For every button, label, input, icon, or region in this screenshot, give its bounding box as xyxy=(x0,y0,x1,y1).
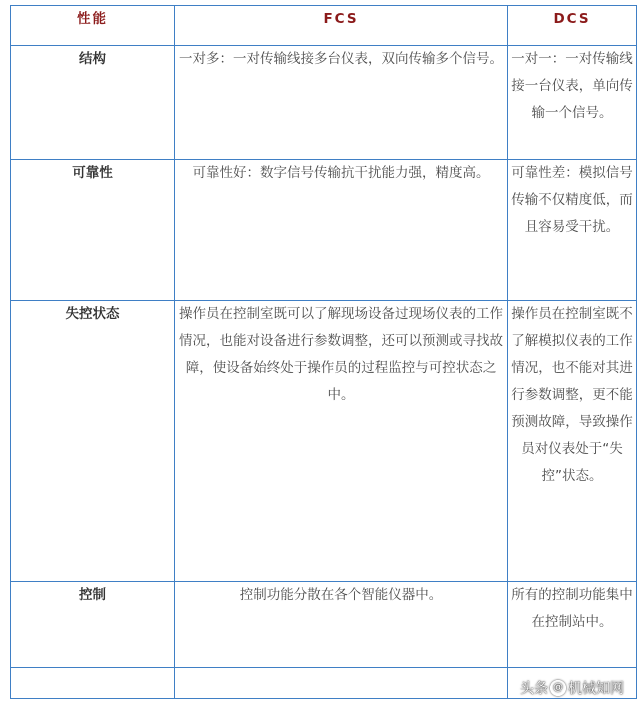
empty-cell xyxy=(175,668,508,699)
header-fcs: FCS xyxy=(175,6,508,46)
dcs-cell: 所有的控制功能集中在控制站中。 xyxy=(508,582,637,668)
fcs-cell: 一对多：一对传输线接多台仪表，双向传输多个信号。 xyxy=(175,46,508,160)
table-header-row xyxy=(11,6,637,46)
row-label: 可靠性 xyxy=(11,160,175,301)
at-icon: @ xyxy=(550,680,566,696)
table-row xyxy=(11,301,637,582)
header-performance: 性能 xyxy=(11,6,175,46)
watermark xyxy=(520,678,624,698)
fcs-cell: 控制功能分散在各个智能仪器中。 xyxy=(175,582,508,668)
dcs-cell: 一对一：一对传输线接一台仪表，单向传输一个信号。 xyxy=(508,46,637,160)
fcs-cell: 操作员在控制室既可以了解现场设备过现场仪表的工作情况，也能对设备进行参数调整，还可以预测或寻找故障，使设备始终处于操作员的过程监控与可控状态之中。 xyxy=(175,301,508,582)
fcs-cell: 可靠性好：数字信号传输抗干扰能力强，精度高。 xyxy=(175,160,508,301)
table-row xyxy=(11,46,637,160)
table-row xyxy=(11,160,637,301)
dcs-cell: 操作员在控制室既不了解模拟仪表的工作情况，也不能对其进行参数调整，更不能预测故障，导致操作员对仪表处于“失控”状态。 xyxy=(508,301,637,582)
dcs-cell: 可靠性差：模拟信号传输不仅精度低，而且容易受干扰。 xyxy=(508,160,637,301)
row-label: 失控状态 xyxy=(11,301,175,582)
watermark-prefix: 头条 xyxy=(520,681,548,697)
row-label: 结构 xyxy=(11,46,175,160)
header-dcs: DCS xyxy=(508,6,637,46)
comparison-table xyxy=(10,5,637,699)
table-row xyxy=(11,582,637,668)
watermark-handle: 机械知网 xyxy=(568,681,624,697)
empty-cell xyxy=(11,668,175,699)
row-label: 控制 xyxy=(11,582,175,668)
